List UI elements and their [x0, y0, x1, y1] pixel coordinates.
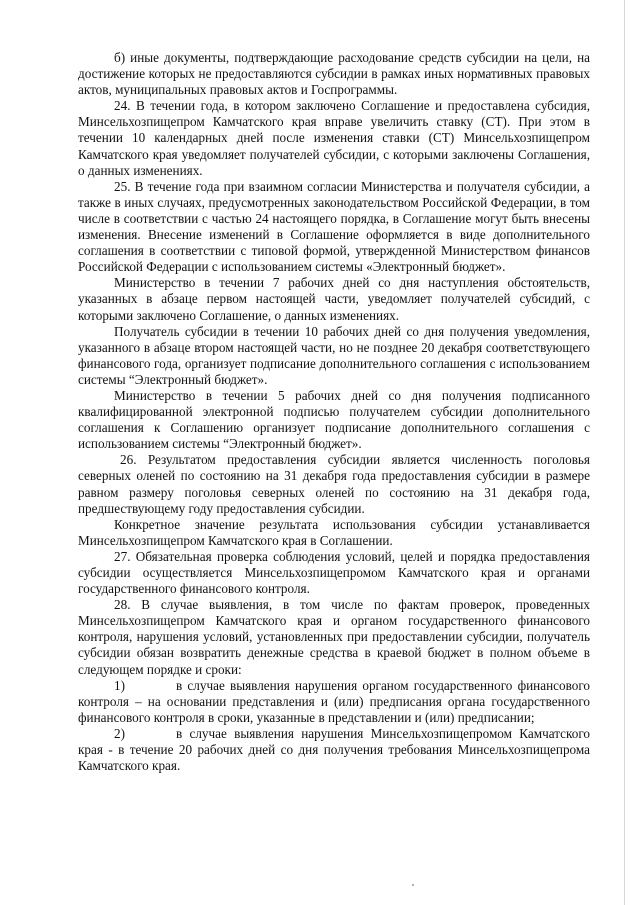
- scan-edge-line: [624, 0, 625, 905]
- paragraph: 24. В течении года, в котором заключено Соглашение и предоставлена субсидия, Минсельхозпищепром Камчатского края вправе увеличить ставку (СТ). При этом в течении 10 календарных дней после изменения ставки (СТ) Минсельхозпищепром Камчатского края уведомляет получателей субсидии, с которыми заключены Соглашения, о данных изменениях.: [78, 98, 590, 178]
- paragraph: 28. В случае выявления, в том числе по фактам проверок, проведенных Минсельхозпищепром Камчатского края и органом государственного финансового контроля, нарушения условий, установленных при предоставлении субсидии, получатель субсидии обязан возвратить денежные средства в краевой бюджет в полном объеме в следующем порядке и сроки:: [78, 597, 590, 677]
- list-item-number: 2): [114, 725, 125, 741]
- paragraph: Конкретное значение результата использования субсидии устанавливается Минсельхозпищепром Камчатского края в Соглашении.: [78, 516, 590, 548]
- list-item: [78, 678, 590, 726]
- document-body: [78, 50, 590, 774]
- paragraph: Министерство в течении 5 рабочих дней со дня получения подписанного квалифицированной электронной подписью получателем субсидии дополнительного соглашения к Соглашению организует подписание дополнительного соглашения с использованием системы “Электронный бюджет».: [78, 387, 590, 452]
- paragraph: 25. В течение года при взаимном согласии Министерства и получателя субсидии, а также в иных случаях, предусмотренных законодательством Российской Федерации, в том числе в соответствии с частью 24 настоящего порядка, в Соглашение могут быть внесены изменения. Внесение изменений в Соглашение оформляется в виде дополнительного соглашения в соответствии с типовой формой, утвержденной Министерством финансов Российской Федерации с использованием системы «Электронный бюджет».: [78, 178, 590, 275]
- scan-speck: [412, 884, 414, 886]
- paragraph: 27. Обязательная проверка соблюдения условий, целей и порядка предоставления субсидии осуществляется Минсельхозпищепромом Камчатского края и органами государственного финансового контроля.: [78, 548, 590, 597]
- list-item-text: в случае выявления нарушения Минсельхозпищепромом Камчатского края - в течение 20 рабочих дней со дня получения требования Минсельхозпищепрома Камчатского края.: [78, 725, 590, 774]
- list-item-text: в случае выявления нарушения органом государственного финансового контроля – на основании представления и (или) предписания органа государственного финансового контроля в сроки, указанные в представлении и (или) предписании;: [78, 677, 590, 725]
- list-item-number: 1): [114, 677, 125, 693]
- paragraph: 26. Результатом предоставления субсидии является численность поголовья северных оленей по состоянию на 31 декабря года предоставления субсидии в размере равном размеру поголовья северных оленей по состоянию на 31 декабря года, предшествующему году предоставления субсидии.: [78, 452, 590, 516]
- list-item: [78, 726, 590, 774]
- paragraph: Получатель субсидии в течении 10 рабочих дней со дня получения уведомления, указанного в абзаце втором настоящей части, но не позднее 20 декабря соответствующего финансового года, организует подписание дополнительного соглашения с использованием системы “Электронный бюджет».: [78, 323, 590, 387]
- paragraph: б) иные документы, подтверждающие расходование средств субсидии на цели, на достижение которых не предоставляются субсидии в рамках иных нормативных правовых актов, муниципальных правовых актов и Госпрограммы.: [78, 50, 590, 98]
- paragraph: Министерство в течении 7 рабочих дней со дня наступления обстоятельств, указанных в абзаце первом настоящей части, уведомляет получателей субсидий, с которыми заключено Соглашение, о данных изменениях.: [78, 275, 590, 323]
